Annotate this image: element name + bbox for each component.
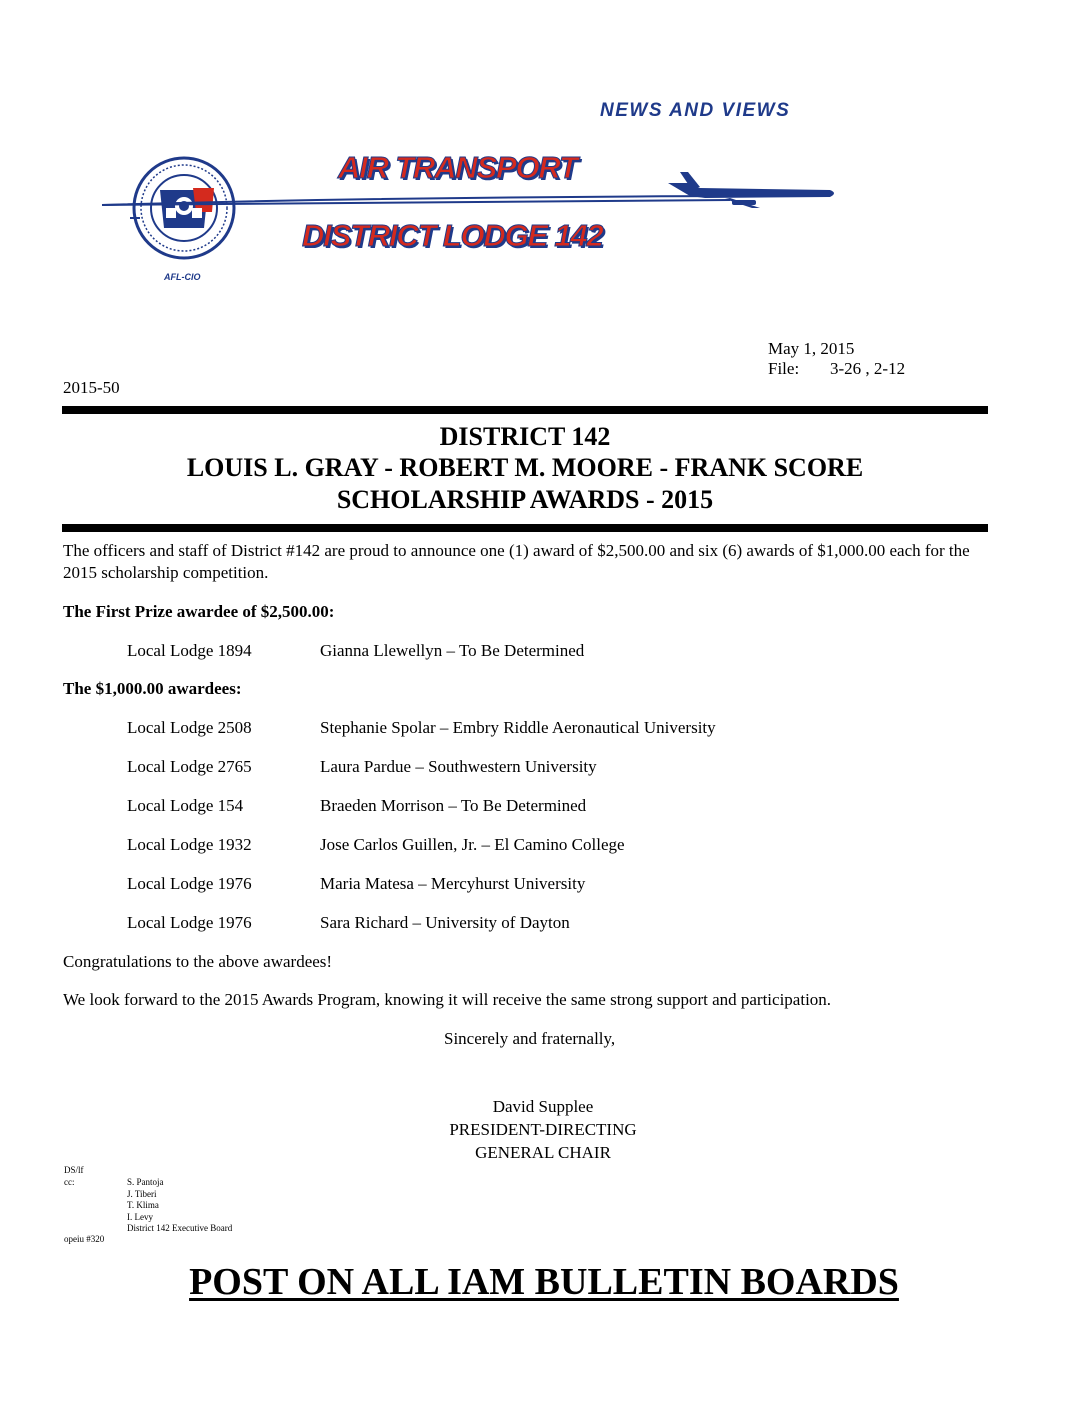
district-lodge-title: DISTRICT LODGE 142: [302, 218, 603, 253]
airplane-icon: [668, 172, 834, 208]
title-district: DISTRICT 142: [439, 422, 611, 451]
awardee-row: [127, 757, 597, 777]
bottom-rule-divider: [62, 524, 988, 532]
file-reference: [768, 359, 905, 379]
first-prize-heading: The First Prize awardee of $2,500.00:: [63, 602, 335, 621]
lodge-label: Local Lodge 2765: [127, 757, 252, 776]
awardee-row: [127, 835, 625, 855]
cc-label: cc:: [64, 1177, 75, 1187]
file-label: File:: [768, 359, 800, 378]
signer-name: David Supplee: [492, 1097, 594, 1116]
awardee-row: [127, 874, 585, 894]
union-seal-icon: [134, 158, 234, 258]
title-awards: SCHOLARSHIP AWARDS - 2015: [336, 485, 714, 514]
letterhead: [0, 0, 1088, 300]
lodge-label: Local Lodge 1932: [127, 835, 252, 854]
cc-list: [127, 1177, 232, 1235]
air-transport-title: AIR TRANSPORT: [338, 150, 577, 185]
document-number: 2015-50: [63, 378, 120, 397]
cc-recipient: I. Levy: [127, 1211, 153, 1222]
first-prize-row: [127, 641, 584, 661]
top-rule-divider: [62, 406, 988, 414]
cc-recipient: T. Klima: [127, 1200, 159, 1211]
lodge-label: Local Lodge 1894: [127, 641, 252, 660]
lodge-label: Local Lodge 154: [127, 796, 244, 815]
news-and-views-tagline: NEWS AND VIEWS: [600, 100, 791, 121]
congratulations-text: Congratulations to the above awardees!: [63, 952, 333, 971]
signer-title-line1: PRESIDENT-DIRECTING: [449, 1120, 637, 1139]
afl-cio-label: AFL-CIO: [164, 272, 201, 282]
lodge-label: Local Lodge 1976: [127, 913, 252, 932]
cc-recipient: District 142 Executive Board: [127, 1223, 233, 1234]
thousand-awards-heading: The $1,000.00 awardees:: [63, 679, 242, 698]
lodge-label: Local Lodge 1976: [127, 874, 252, 893]
letter-date: May 1, 2015: [768, 339, 855, 358]
cc-recipient: J. Tiberi: [127, 1188, 157, 1199]
signer-title-line2: GENERAL CHAIR: [475, 1143, 611, 1162]
awardee-name: Braeden Morrison – To Be Determined: [320, 796, 587, 815]
awardee-name: Stephanie Spolar – Embry Riddle Aeronautical University: [320, 718, 716, 737]
opeiu-label: opeiu #320: [64, 1234, 105, 1244]
intro-paragraph: The officers and staff of District #142 are proud to announce one (1) award of $2,500.00 and six (6) awards of $1,000.00 each for the 2015 scholarship competition.: [63, 541, 970, 582]
awardee-name: Laura Pardue – Southwestern University: [320, 757, 597, 776]
file-value: 3-26 , 2-12: [830, 359, 906, 378]
typist-initials: DS/lf: [64, 1165, 84, 1175]
title-names: LOUIS L. GRAY - ROBERT M. MOORE - FRANK SCORE: [186, 453, 864, 482]
post-notice: POST ON ALL IAM BULLETIN BOARDS: [189, 1261, 899, 1303]
lodge-label: Local Lodge 2508: [127, 718, 252, 737]
awardee-row: [127, 796, 586, 816]
closing-paragraph: We look forward to the 2015 Awards Program, knowing it will receive the same strong support and participation.: [63, 990, 832, 1009]
awardee-row: [127, 913, 570, 933]
sign-off: Sincerely and fraternally,: [444, 1029, 616, 1048]
awardee-name: Jose Carlos Guillen, Jr. – El Camino College: [320, 835, 625, 854]
awardee-row: [127, 718, 716, 738]
awardee-name: Gianna Llewellyn – To Be Determined: [320, 641, 585, 660]
awardee-name: Maria Matesa – Mercyhurst University: [320, 874, 586, 893]
cc-recipient: S. Pantoja: [127, 1177, 164, 1187]
awardee-name: Sara Richard – University of Dayton: [320, 913, 570, 932]
